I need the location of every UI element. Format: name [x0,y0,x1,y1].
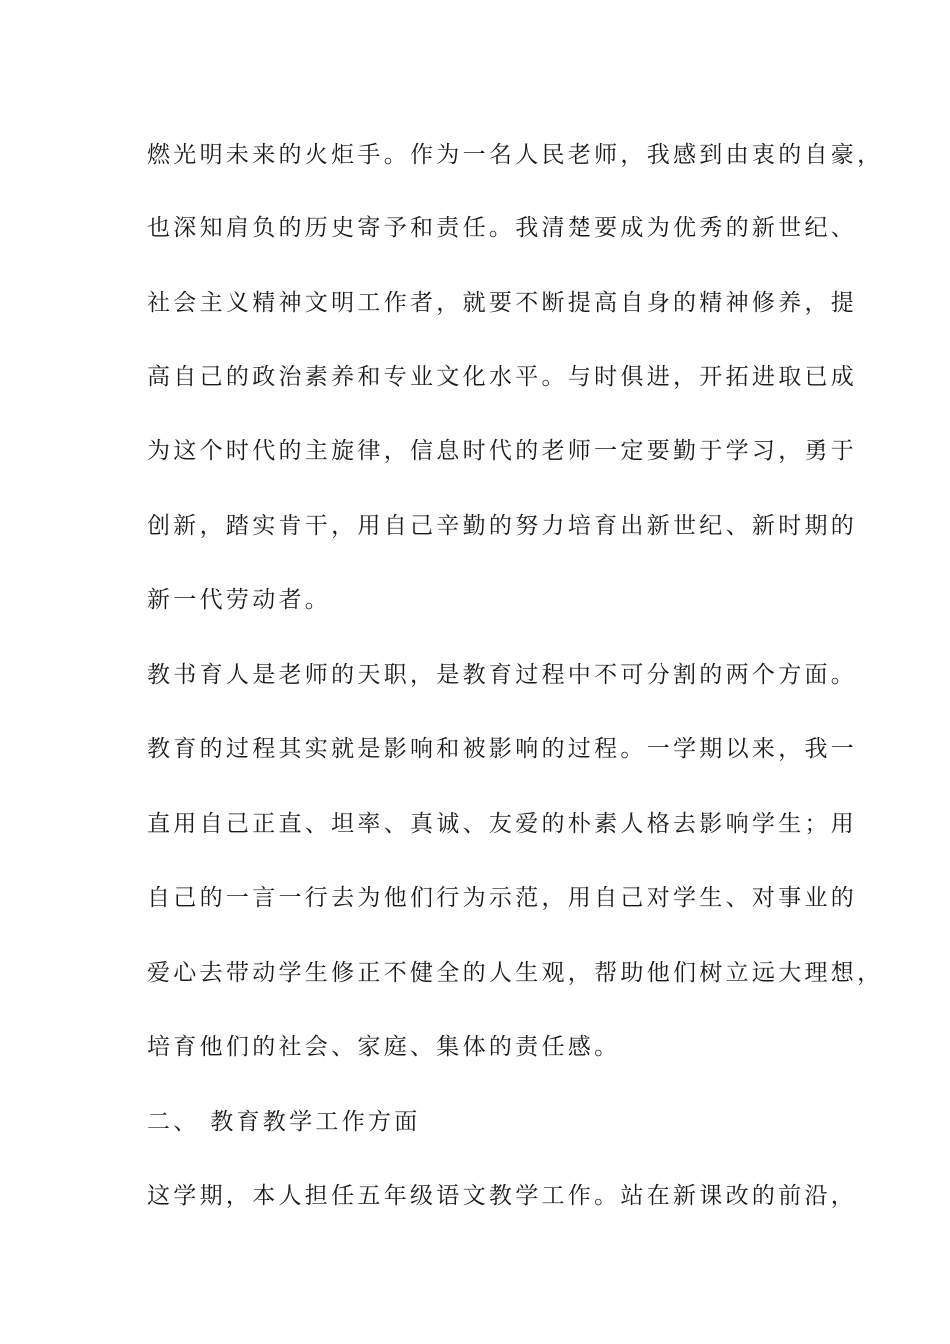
paragraph-line: 创新，踏实肯干，用自己辛勤的努力培育出新世纪、新时期的 [147,513,858,539]
paragraph-line: 爱心去带动学生修正不健全的人生观，帮助他们树立远大理想， [147,960,884,986]
paragraph-line: 培育他们的社会、家庭、集体的责任感。 [147,1034,621,1060]
paragraph-line: 直用自己正直、坦率、真诚、友爱的朴素人格去影响学生；用 [147,811,858,837]
paragraph-line: 这学期，本人担任五年级语文教学工作。站在新课改的前沿， [147,1183,858,1209]
section-heading: 二、 教育教学工作方面 [147,1109,421,1135]
paragraph-line: 高自己的政治素养和专业文化水平。与时俱进，开拓进取已成 [147,364,858,390]
paragraph-line: 燃光明未来的火炬手。作为一名人民老师，我感到由衷的自豪， [147,142,884,168]
paragraph-line: 教书育人是老师的天职，是教育过程中不可分割的两个方面。 [147,662,858,688]
paragraph-line: 社会主义精神文明工作者，就要不断提高自身的精神修养，提 [147,290,858,316]
paragraph-line: 为这个时代的主旋律，信息时代的老师一定要勤于学习，勇于 [147,438,858,464]
paragraph-line: 也深知肩负的历史寄予和责任。我清楚要成为优秀的新世纪、 [147,215,858,241]
paragraph-line: 新一代劳动者。 [147,587,332,613]
paragraph-line: 自己的一言一行去为他们行为示范，用自己对学生、对事业的 [147,885,858,911]
paragraph-line: 教育的过程其实就是影响和被影响的过程。一学期以来，我一 [147,736,858,762]
